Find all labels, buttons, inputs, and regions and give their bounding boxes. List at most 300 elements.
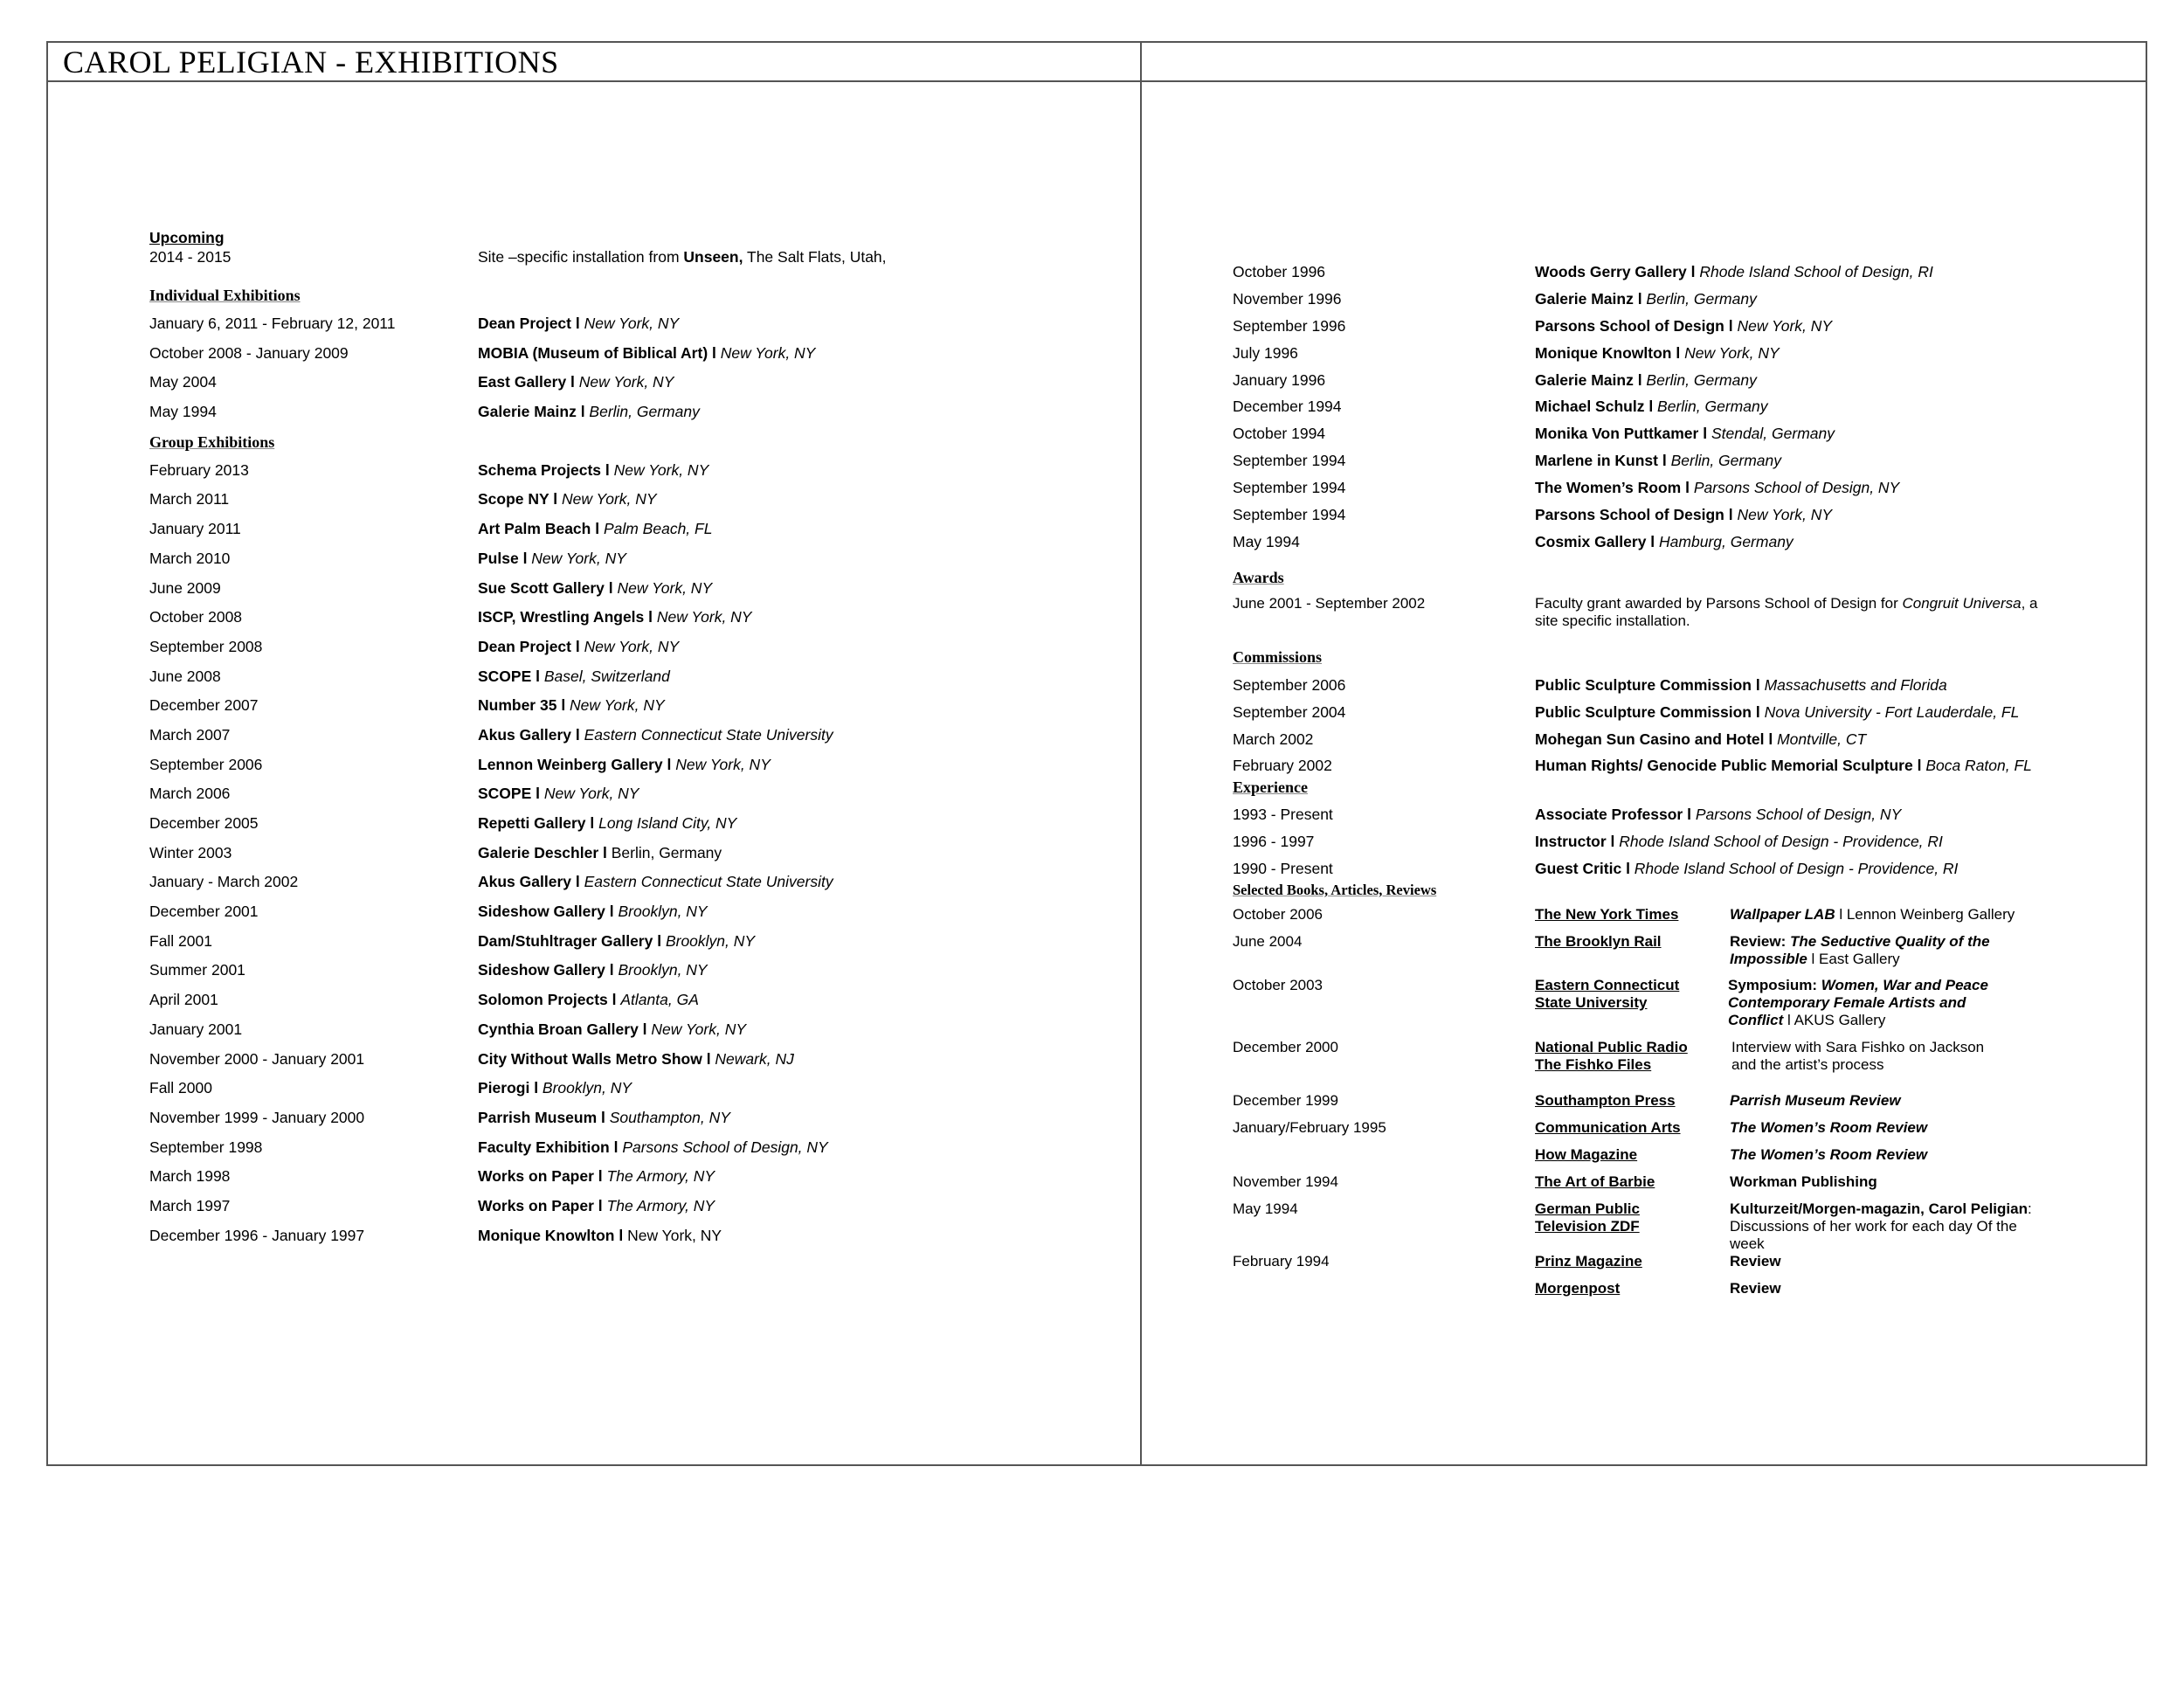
entry-date: September 1998 — [149, 1138, 263, 1156]
individual-list — [149, 314, 1128, 432]
upcoming-prefix: Site –specific installation from — [478, 248, 684, 266]
entry-separator: l — [702, 1049, 715, 1068]
entry-row — [1233, 675, 2132, 702]
book-publication: Communication Arts — [1535, 1119, 1681, 1137]
entry-detail — [478, 931, 755, 951]
entry-venue: Monique Knowlton — [1535, 343, 1672, 362]
group-list — [149, 460, 1128, 1256]
entry-location: Parsons School of Design, NY — [1693, 479, 1900, 497]
entry-location: Palm Beach, FL — [603, 520, 713, 538]
entry-detail — [1535, 370, 1757, 390]
entry-row — [1233, 832, 2132, 859]
entry-detail — [1535, 532, 1794, 551]
book-title-main: Women, War and Peace Contemporary Female Artists and Conflict — [1728, 977, 1988, 1029]
entry-detail — [478, 1020, 746, 1039]
entry-separator: l — [708, 343, 721, 362]
entry-row — [149, 343, 1128, 373]
group-heading: Group Exhibitions — [149, 432, 275, 451]
entry-location: Eastern Connecticut State University — [584, 873, 833, 891]
entry-row — [149, 872, 1128, 902]
entry-separator: l — [1658, 452, 1671, 470]
entry-venue: Mohegan Sun Casino and Hotel — [1535, 730, 1765, 748]
entry-row — [149, 1108, 1128, 1138]
entry-detail — [478, 372, 674, 391]
entry-venue: Public Sculpture Commission — [1535, 702, 1752, 721]
entry-date: September 1994 — [1233, 506, 1346, 524]
entry-row — [1233, 424, 2132, 451]
entry-date: September 1994 — [1233, 479, 1346, 497]
book-publication: The New York Times — [1535, 906, 1679, 924]
entry-detail — [1535, 675, 1947, 695]
entry-detail — [478, 1108, 730, 1127]
entry-venue: Associate Professor — [1535, 806, 1683, 824]
entry-date: October 2008 — [149, 608, 243, 626]
entry-venue: Monique Knowlton — [478, 1226, 615, 1244]
entry-date: March 2006 — [149, 785, 231, 803]
entry-detail — [478, 402, 700, 421]
entry-location: Newark, NJ — [715, 1049, 794, 1068]
entry-date: March 2002 — [1233, 730, 1314, 748]
entry-detail — [1535, 805, 1901, 824]
entry-date: January 2011 — [149, 520, 241, 538]
entry-row — [149, 902, 1128, 931]
entry-location: Berlin, Germany — [611, 843, 722, 861]
upcoming-date: 2014 - 2015 — [149, 248, 232, 266]
entry-separator: l — [576, 403, 590, 421]
entry-location: Nova University - Fort Lauderdale, FL — [1764, 702, 2020, 721]
entry-detail — [478, 667, 670, 686]
book-publication: The Art of Barbie — [1535, 1173, 1655, 1191]
entry-row — [149, 813, 1128, 843]
entry-detail — [478, 637, 679, 656]
book-row — [1233, 1119, 2132, 1146]
entry-separator: l — [604, 578, 618, 597]
entry-venue: Schema Projects — [478, 460, 602, 479]
entry-row — [1233, 343, 2132, 370]
commissions-list — [1233, 675, 2132, 784]
entry-location: New York, NY — [561, 490, 657, 508]
entry-separator: l — [593, 1167, 607, 1186]
entry-detail — [478, 1078, 632, 1097]
entry-detail — [1535, 832, 1943, 851]
entry-row — [149, 667, 1128, 696]
entry-separator: l — [607, 991, 621, 1009]
book-title-rest: l Lennon Weinberg Gallery — [1835, 906, 2015, 924]
entry-row — [1233, 505, 2132, 532]
entry-row — [1233, 316, 2132, 343]
entry-location: Eastern Connecticut State University — [584, 725, 833, 744]
entry-separator: l — [585, 814, 599, 832]
commissions-heading: Commissions — [1233, 647, 1323, 666]
entry-location: New York, NY — [656, 608, 752, 626]
entry-row — [149, 578, 1128, 608]
entry-separator: l — [529, 1079, 543, 1097]
entry-location: Hamburg, Germany — [1659, 532, 1794, 550]
entry-separator: l — [1633, 289, 1647, 308]
entry-location: Berlin, Germany — [1657, 398, 1768, 416]
entry-venue: East Gallery — [478, 373, 567, 391]
book-title-lead: Symposium: — [1728, 977, 1821, 994]
entry-row — [149, 402, 1128, 432]
upcoming-section — [149, 228, 1128, 286]
entry-date: November 1999 - January 2000 — [149, 1108, 365, 1126]
entry-venue: Sideshow Gallery — [478, 903, 605, 921]
book-publication: The Brooklyn Rail — [1535, 933, 1662, 951]
entry-date: September 2006 — [149, 755, 263, 773]
entry-venue: ISCP, Wrestling Angels — [478, 608, 645, 626]
entry-venue: Cynthia Broan Gallery — [478, 1020, 639, 1038]
entry-row — [149, 755, 1128, 785]
entry-date: May 1994 — [1233, 532, 1300, 550]
entry-location: Berlin, Germany — [1646, 289, 1757, 308]
entry-separator: l — [571, 725, 584, 744]
entry-location: New York, NY — [543, 785, 639, 803]
entry-location: Rhode Island School of Design, RI — [1699, 263, 1933, 280]
entry-venue: Pulse — [478, 549, 519, 567]
entry-detail — [478, 843, 722, 862]
entry-detail — [478, 607, 751, 626]
upcoming-heading: Upcoming — [149, 229, 225, 246]
entry-detail — [478, 1196, 715, 1215]
entry-separator: l — [571, 873, 584, 891]
entry-venue: Galerie Deschler — [478, 843, 599, 861]
book-publication: Southampton Press — [1535, 1092, 1676, 1110]
entry-location: New York, NY — [720, 343, 816, 362]
entry-detail — [1535, 316, 1832, 336]
entry-separator: l — [1751, 702, 1765, 721]
entry-venue: Parsons School of Design — [1535, 506, 1724, 524]
entry-row — [149, 1166, 1128, 1196]
entry-detail — [478, 755, 771, 774]
entry-venue: Art Palm Beach — [478, 520, 591, 538]
entry-date: March 1997 — [149, 1196, 231, 1214]
entry-venue: Dean Project — [478, 315, 571, 332]
book-publication: Morgenpost — [1535, 1280, 1621, 1297]
entry-detail — [478, 314, 679, 333]
entry-row — [1233, 370, 2132, 398]
entry-detail — [478, 549, 626, 568]
entry-location: Berlin, Germany — [589, 403, 700, 421]
entry-detail — [1535, 424, 1835, 443]
entry-venue: Repetti Gallery — [478, 814, 586, 832]
entry-date: September 2006 — [1233, 675, 1346, 694]
entry-date: November 1996 — [1233, 289, 1342, 308]
entry-row — [149, 695, 1128, 725]
entry-venue: Number 35 — [478, 696, 557, 715]
entry-date: December 2005 — [149, 814, 259, 832]
entry-venue: Galerie Mainz — [478, 403, 577, 421]
entry-venue: Akus Gallery — [478, 725, 571, 744]
entry-row — [149, 460, 1128, 490]
entry-date: March 2007 — [149, 725, 231, 744]
entry-venue: Sideshow Gallery — [478, 961, 605, 979]
entry-venue: Parrish Museum — [478, 1108, 598, 1126]
entry-date: September 2008 — [149, 637, 263, 655]
entry-date: Fall 2001 — [149, 931, 212, 950]
entry-venue: Faculty Exhibition — [478, 1138, 610, 1156]
entry-venue: Parsons School of Design — [1535, 316, 1724, 335]
entry-detail — [1535, 702, 2019, 722]
entry-separator: l — [1644, 398, 1658, 416]
entry-venue: Woods Gerry Gallery — [1535, 263, 1687, 280]
entry-date: April 2001 — [149, 991, 218, 1009]
header-divider — [46, 80, 2147, 82]
entry-detail — [478, 1138, 828, 1157]
entry-detail — [478, 343, 815, 363]
entry-row — [149, 990, 1128, 1020]
book-date: October 2006 — [1233, 906, 1324, 924]
entry-location: New York, NY — [613, 460, 709, 479]
entry-location: New York, NY — [531, 549, 626, 567]
book-title — [1730, 906, 2070, 924]
book-row — [1233, 1173, 2132, 1200]
upcoming-title: Unseen, — [683, 248, 743, 266]
entry-separator: l — [597, 1108, 610, 1126]
entry-venue: Instructor — [1535, 833, 1607, 851]
entry-date: 1996 - 1997 — [1233, 833, 1315, 851]
book-title — [1731, 1039, 2072, 1074]
entry-detail — [478, 902, 708, 921]
entry-row — [1233, 756, 2132, 783]
book-row — [1233, 933, 2132, 977]
awards-row — [1233, 595, 2132, 630]
entry-separator: l — [609, 1138, 623, 1156]
entry-row — [1233, 397, 2132, 424]
entry-location: New York, NY — [617, 578, 713, 597]
book-title — [1730, 933, 2070, 968]
entry-row — [149, 372, 1128, 402]
entry-venue: Works on Paper — [478, 1196, 594, 1214]
entry-location: Brooklyn, NY — [665, 931, 756, 950]
book-publication-line: Television ZDF — [1535, 1218, 1640, 1235]
entry-separator: l — [1751, 675, 1765, 694]
book-publication — [1535, 1039, 1688, 1074]
entry-location: New York, NY — [651, 1020, 747, 1038]
book-date: October 2003 — [1233, 977, 1324, 994]
entry-venue: Cosmix Gallery — [1535, 532, 1647, 550]
entry-date: December 1994 — [1233, 398, 1342, 416]
entry-row — [1233, 730, 2132, 757]
entry-row — [1233, 262, 2132, 289]
entry-date: Winter 2003 — [149, 843, 232, 861]
entry-row — [149, 489, 1128, 519]
entry-location: Boca Raton, FL — [1925, 757, 2032, 775]
book-publication-line: Eastern Connecticut — [1535, 977, 1680, 994]
entry-detail — [478, 695, 665, 715]
entry-row — [1233, 451, 2132, 478]
entry-venue: Monika Von Puttkamer — [1535, 425, 1699, 443]
book-title-line: Interview with Sara Fishko on Jackson — [1731, 1039, 1985, 1056]
entry-location: New York, NY — [1684, 343, 1780, 362]
entry-detail — [1535, 343, 1780, 363]
entry-row — [1233, 702, 2132, 730]
book-publication-line: National Public Radio — [1535, 1039, 1688, 1056]
entry-separator: l — [556, 696, 570, 715]
entry-row — [149, 1196, 1128, 1226]
book-title-lead: Kulturzeit/Morgen-magazin, Carol Peligian — [1730, 1200, 2028, 1218]
right-column — [1233, 262, 2132, 1307]
entry-detail — [478, 489, 657, 508]
entry-date: January - March 2002 — [149, 873, 299, 891]
book-date: June 2004 — [1233, 933, 1303, 951]
book-title: Workman Publishing — [1730, 1173, 1877, 1191]
book-title: The Women’s Room Review — [1730, 1146, 1928, 1164]
entry-location: Berlin, Germany — [1646, 370, 1757, 389]
entry-separator: l — [644, 608, 657, 626]
entry-row — [1233, 859, 2132, 886]
book-publication-line: State University — [1535, 994, 1648, 1012]
entry-separator: l — [570, 315, 584, 332]
entry-date: July 1996 — [1233, 343, 1298, 362]
entry-date: June 2009 — [149, 578, 221, 597]
entry-venue: Lennon Weinberg Gallery — [478, 755, 663, 773]
entry-location: Long Island City, NY — [598, 814, 737, 832]
entry-venue: SCOPE — [478, 785, 532, 803]
entry-date: October 2008 - January 2009 — [149, 343, 349, 362]
entry-separator: l — [1764, 730, 1778, 748]
entry-row — [149, 931, 1128, 961]
entry-date: May 1994 — [149, 403, 217, 421]
entry-row — [149, 519, 1128, 549]
entry-venue: The Women’s Room — [1535, 479, 1682, 497]
entry-row — [149, 843, 1128, 873]
entry-date: December 2001 — [149, 903, 259, 921]
entry-venue: Guest Critic — [1535, 860, 1622, 878]
entry-detail — [1535, 505, 1832, 524]
entry-date: November 2000 - January 2001 — [149, 1049, 365, 1068]
book-date: December 1999 — [1233, 1092, 1338, 1110]
awards-text — [1535, 595, 2050, 630]
book-publication — [1535, 977, 1679, 1012]
books-list — [1233, 906, 2132, 1307]
entry-row — [1233, 289, 2132, 316]
entry-location: New York, NY — [675, 755, 771, 773]
entry-location: Basel, Switzerland — [543, 667, 670, 685]
book-publication — [1535, 1200, 1640, 1235]
entry-detail — [478, 1049, 794, 1069]
book-title-rest: l East Gallery — [1807, 951, 1900, 968]
entry-detail — [478, 990, 699, 1009]
book-date: February 1994 — [1233, 1253, 1330, 1270]
entry-location: Montville, CT — [1777, 730, 1867, 748]
book-title: The Women’s Room Review — [1730, 1119, 1928, 1137]
entry-separator: l — [605, 961, 619, 979]
entry-separator: l — [1621, 860, 1635, 878]
entry-detail — [1535, 730, 1866, 749]
entry-date: March 1998 — [149, 1167, 231, 1186]
entry-separator: l — [1646, 532, 1660, 550]
entry-separator: l — [605, 903, 619, 921]
entry-location: New York, NY — [584, 315, 680, 332]
entry-separator: l — [518, 549, 532, 567]
book-title-rest: : Discussions of her work for each day Of the week — [1730, 1200, 2032, 1253]
entry-venue: Galerie Mainz — [1535, 370, 1634, 389]
entry-detail — [1535, 478, 1899, 497]
entry-venue: Dean Project — [478, 637, 571, 655]
left-column — [149, 228, 1128, 1255]
entry-detail — [478, 960, 708, 979]
entry-row — [149, 1226, 1128, 1256]
book-title — [1730, 1200, 2044, 1253]
entry-row — [149, 1020, 1128, 1049]
entry-row — [149, 960, 1128, 990]
entry-location: New York, NY — [627, 1226, 722, 1244]
entry-date: February 2013 — [149, 460, 249, 479]
book-date: January/February 1995 — [1233, 1119, 1386, 1137]
book-row — [1233, 1092, 2132, 1119]
entry-row — [149, 549, 1128, 578]
entry-date: May 2004 — [149, 373, 217, 391]
entry-row — [1233, 478, 2132, 505]
entry-venue: Galerie Mainz — [1535, 289, 1634, 308]
entry-separator: l — [662, 755, 676, 773]
page-title: CAROL PELIGIAN - EXHIBITIONS — [63, 45, 559, 80]
entry-location: New York, NY — [1737, 506, 1833, 524]
book-row — [1233, 1146, 2132, 1173]
entry-detail — [478, 872, 833, 891]
book-row — [1233, 906, 2132, 933]
entry-location: Parsons School of Design, NY — [622, 1138, 828, 1156]
entry-date: September 1994 — [1233, 452, 1346, 470]
entry-date: January 6, 2011 - February 12, 2011 — [149, 315, 396, 332]
entry-row — [1233, 532, 2132, 559]
upcoming-place: The Salt Flats, Utah, — [743, 248, 887, 266]
entry-venue: SCOPE — [478, 667, 532, 685]
entry-date: March 2011 — [149, 490, 230, 508]
entry-separator: l — [614, 1226, 628, 1244]
upcoming-description — [478, 247, 887, 266]
awards-date: June 2001 - September 2002 — [1233, 594, 1426, 612]
entry-detail — [1535, 289, 1757, 308]
entry-row — [149, 637, 1128, 667]
entry-venue: Michael Schulz — [1535, 398, 1645, 416]
entry-separator: l — [598, 843, 612, 861]
book-title-main: Wallpaper LAB — [1730, 906, 1835, 924]
book-row — [1233, 1280, 2132, 1307]
entry-separator: l — [1686, 263, 1700, 280]
book-row — [1233, 1039, 2132, 1092]
entry-date: December 1996 - January 1997 — [149, 1226, 365, 1244]
book-title-main: The Seductive Quality of the Impossible — [1730, 933, 1990, 968]
entry-location: Rhode Island School of Design - Providence, RI — [1619, 833, 1943, 851]
entry-detail — [478, 519, 712, 538]
book-publication: Prinz Magazine — [1535, 1253, 1642, 1270]
entry-date: October 1996 — [1233, 263, 1326, 280]
entry-date: January 2001 — [149, 1020, 243, 1038]
entry-separator: l — [1698, 425, 1711, 443]
awards-heading: Awards — [1233, 568, 1284, 586]
entry-detail — [478, 784, 639, 803]
entry-location: Parsons School of Design, NY — [1695, 806, 1902, 824]
entry-venue: Akus Gallery — [478, 873, 571, 891]
entry-venue: Works on Paper — [478, 1167, 594, 1186]
entry-separator: l — [591, 520, 604, 538]
entry-location: Rhode Island School of Design - Providence, RI — [1634, 860, 1959, 878]
entry-separator: l — [1633, 370, 1647, 389]
entry-separator: l — [531, 785, 544, 803]
books-heading: Selected Books, Articles, Reviews — [1233, 882, 1437, 899]
entry-row — [149, 784, 1128, 813]
entry-detail — [478, 1226, 722, 1245]
entry-detail — [1535, 262, 1933, 281]
entry-venue: MOBIA (Museum of Biblical Art) — [478, 343, 708, 362]
entry-separator: l — [1724, 506, 1738, 524]
entry-location: New York, NY — [584, 637, 680, 655]
entry-separator: l — [1724, 316, 1738, 335]
entry-row — [149, 1078, 1128, 1108]
awards-text-end: , a site specific installation. — [1535, 594, 2038, 629]
entry-row — [1233, 805, 2132, 832]
